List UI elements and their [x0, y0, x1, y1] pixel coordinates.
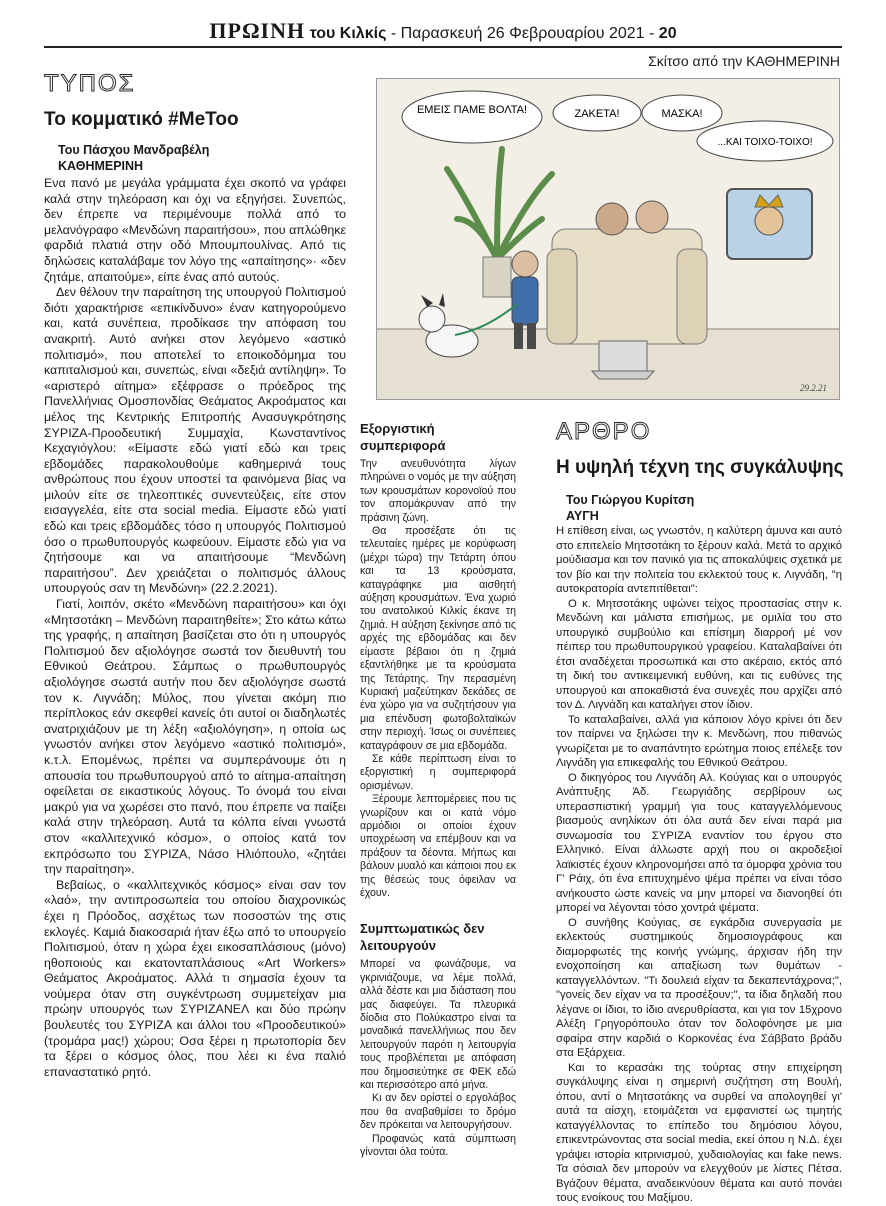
newspaper-edition: του Κιλκίς [309, 25, 387, 42]
middle-column [360, 420, 516, 1180]
laptop-icon [592, 341, 654, 379]
page-header [44, 18, 842, 44]
middle-article-body [360, 458, 516, 900]
speech-bubble-2 [553, 95, 641, 131]
right-byline-author: Του Γιώργου Κυρίτση [566, 493, 695, 507]
article-paragraph: Ο κ. Μητσοτάκης υψώνει τείχος προστασίας στην κ. Μενδώνη και μάλιστα επισήμως, με ομιλία του στο υπουργικό συμβούλιο και επίσημη διαρροή μέ νον πέιπερ του πρωθυπουργικού γραφείου. Καταλαβαίνει ότι έτσι αναδέχεται προσωπικά και στο ακέραιο, εκτός από τη δική του αντικειμενική ευθύνη, και τις ευθύνες της υπουργού και αποκαθιστά ένα συνεχές που αρχίζει από τον Δ. Λιγνάδη και καταλήγει στον ίδιον. [556, 597, 842, 711]
bubble-text-1: ΕΜΕΙΣ ΠΑΜΕ ΒΟΛΤΑ! [416, 104, 528, 116]
issue-date: - Παρασκευή 26 Φεβρουαρίου 2021 - [390, 25, 655, 42]
article-paragraph: Το καταλαβαίνει, αλλά για κάποιον λόγο κρίνει ότι δεν τον παίρνει να ξηλώσει την κ. Μενδώνη, που πιθανώς γνωρίζεται με το αναπάντητο ερώτημα ποιος επέλεξε τον Λιγνάδη για επικεφαλής του Εθνικού Θεάτρου. [556, 713, 842, 769]
speech-bubble-3 [642, 95, 722, 131]
speech-bubble-1 [402, 91, 542, 143]
left-headline: Το κομματικό #MeToo [44, 109, 239, 130]
article-paragraph: Ο δικηγόρος του Λιγνάδη Αλ. Κούγιας και ο υπουργός Ανάπτυξης Άδ. Γεωργιάδης σερβίρουν ως υπερασπιστική γραμμή για τους καταγγελλόμενους βιασμούς ανηλίκων ότι όλα αυτά δεν είναι παρά μια συνωμοσία του ΣΥΡΙΖΑ εναντίον του έργου στο Ελληνικό. Είναι άλλωστε αρχή που οι ακροδεξιοί λαϊκιστές έχουν κληρονομήσει από τα όμορφα χρόνια του Γ' Ράιχ, ότι ένα επιτυχημένο ψέμα πρέπει να είναι τόσο ανήκουστο ώστε κανείς να μην μπορεί να διανοηθεί ότι μπορεί να λέγονται τόσο χοντρά ψέματα. [556, 771, 842, 914]
article-paragraph: Και το κερασάκι της τούρτας στην επιχείρηση συγκάλυψης είναι η σημερινή συζήτηση στη Βουλή, όπου, αντί ο Μητσοτάκης να συρθεί να απολογηθεί γι' αυτά τα αίσχη, ετοιμάζεται να εμφανιστεί ως τιμητής καταγγέλλοντας το επίπεδο του δημόσιου λόγου, επικεντρώνοντας στα social media, εκεί όπου η Ν.Δ. έχει γράψει ιστορία κιτρινισμού, χυδαιολογίας και fake news. Τα σόσιαλ δεν μπορούν να ελεγχθούν με λίστες Πέτσα. Βγάζουν θέματα, αναδεικνύουν θέματα και αυτό πονάει τους ενοίκους του Μαξίμου. [556, 1061, 842, 1204]
article-paragraph: Προφανώς κατά σύμπτωση γίνονται όλα τούτα. [360, 1132, 516, 1159]
article-paragraph: Ξέρουμε λεπτομέρειες που τις γνωρίζουν και οι κατά νόμο αρμόδιοι οι οποίοι έχουν υποχρέωση να επέμβουν και να πράξουν τα δέοντα. Μήπως και βάλουν μυαλό και κάποιοι που εκ της θέσεώς τους όφειλαν να έχουν. [360, 793, 516, 899]
bubble-text-3: ΜΑΣΚΑ! [661, 108, 703, 120]
right-byline-source: ΑΥΓΗ [566, 509, 599, 523]
right-article-body [556, 524, 842, 1204]
header-rule [44, 46, 842, 48]
right-headline: Η υψηλή τέχνη της συγκάλυψης [556, 457, 844, 478]
cartoon-credit: Σκίτσο από την ΚΑΘΗΜΕΡΙΝΗ [648, 53, 840, 69]
article-paragraph: Βεβαίως, ο «καλλιτεχνικός κόσμος» είναι σαν τον «λαό», την αντιπροσωπεία του οποίου διαχρονικώς έχει η Πρόοδος, ασχέτως των ποσοστών της στις εκλογές. Καμιά διακοσαριά ήταν έξω από το υπουργείο Πολιτισμού, όταν η χώρα έχει εικοσαπλάσιους (μόνο) ηθοποιούς και εκατονταπλάσιους «Art Workers» Θεάματος Ακροάματος. Αλλά τι σημασία έχουν τα νούμερα όταν στη συγκέντρωση συμμετείχαν μια πρώην υπουργός των ΣΥΡΙΖΑΝΕΛ και δύο πρώην βουλευτές του ΣΥΡΙΖΑ και άλλοι του «Προοδευτικού» (τρομάρα μας!) χώρου; Οσα ξέρει η πρωτοπορία δεν τα ξέρει ο κόσμος όλος, που λέει κι ένα παλιό επαναστατικό ρητό. [44, 877, 346, 1079]
article-paragraph: Ο συνήθης Κούγιας, σε εγκάρδια συνεργασία με εκλεκτούς συστημικούς δημοσιογράφους και διαμορφωτές της κοινής γνώμης, άρχισαν ήδη την ενοχοποίηση και απαξίωση των θυμάτων - καταγγελλόντων. "Τι δουλειά είχαν τα δεκαπεντάχρονα;", "γονείς δεν είχαν να τα προσέξουν;", τα ίδια δηλαδή που λέγανε οι ίδιοι, το ίδιο ανερυθρίαστα, και για τον 15χρονο Αλέξη Γρηγορόπουλο όταν τον δολοφόνησε με μια σφαίρα στην καρδιά ο Κορκονέας ένα Σάββατο βράδυ στα Εξάρχεια. [556, 916, 842, 1059]
middle-subhead: Συμπτωματικώς δεν λειτουργούν [360, 921, 485, 954]
article-paragraph: Η επίθεση είναι, ως γνωστόν, η καλύτερη άμυνα και αυτό στο επιτελείο Μητσοτάκη το ξέρουν καλά. Μετά το αρχικό μούδιασμα και τον πανικό για τις αποκαλύψεις σχετικά με τον βίο και την πολιτεία του εκλεκτού τους κ. Λιγνάδη, "η αυτοκρατορία αντεπιτίθεται": [556, 525, 842, 595]
cartoon-drawing [377, 79, 839, 399]
section-label-typos: ΤΥΠΟΣ [44, 70, 136, 97]
left-article-body [44, 176, 346, 1156]
article-paragraph: Θα προσέξατε ότι τις τελευταίες ημέρες με κορύφωση (μέχρι τώρα) την Τετάρτη όπου και τα 13 κρούσματα, καταγράφηκε μια αισθητή αύξηση κρουσμάτων. Ένα χωριό του ανατολικού Κιλκίς έκανε τη ζημιά. Η αύξηση ξεκίνησε από τις αρχές της εβδομάδας και δεν είμαστε βέβαιοι ότι η ζημιά εξαντλήθηκε με τα κρούσματα της Τετάρτης. Την περασμένη Κυριακή μαζεύτηκαν δεκάδες σε ένα χώρο για να συζητήσουν για μια επένδυση φωτοβολταϊκών στην περιοχή. Ίσως οι συνέπειες καταγράφουν σε μια εβδομάδα. [360, 525, 516, 752]
section-label-arthro: ΑΡΘΡΟ [556, 418, 652, 445]
speech-bubble-4 [697, 121, 833, 161]
newspaper-logo: ΠΡΩΙΝΗ [209, 18, 306, 43]
sofa-icon [547, 229, 707, 344]
left-byline-author: Του Πάσχου Μανδραβέλη [58, 143, 210, 157]
cartoon-illustration [376, 78, 840, 400]
bubble-text-2: ΖΑΚΕΤΑ! [574, 108, 620, 120]
cartoon-signature: 29.2.21 [800, 383, 827, 393]
middle-subhead: Εξοργιστική συμπεριφορά [360, 421, 446, 453]
article-paragraph: Σε κάθε περίπτωση είναι το εξοργιστική η συμπεριφορά ορισμένων. [360, 752, 516, 792]
article-paragraph: Γιατί, λοιπόν, σκέτο «Μενδώνη παραιτήσου» και όχι «Μητσοτάκη – Μενδώνη παραιτηθείτε»; Στο κάτω κάτω της γραφής, η απαίτηση βασίζεται στο ότι η υπουργός Πολιτισμού δεν αξιολόγησε σωστά τον διευθυντή του Εθνικού Θεάτρου. Σάμπως ο πρωθυπουργός αξιολόγησε σωστά αυτήν που δεν αξιολόγησε σωστά τον κ. Λιγνάδη; Μύλος, που γίνεται ακόμη πιο περίπλοκος εάν σκεφθεί κανείς ότι αυτοί οι διαδηλωτές ανατριχιάζουν με τη λέξη «αξιολόγηση», η οποία ως γνωστόν ανήκει στον λεγόμενο «αστικό πολιτισμό», κ.τ.λ. Επομένως, πρέπει να συμπεράνουμε ότι η απουσία του πρωθυπουργού από το αίτημα-απαίτηση οφείλεται σε εικαστικούς λόγους. Το όνομά του είναι μακρύ για να χωρέσει στο πανό, που έπρεπε να παίξει καλά στην τηλεόραση. Αυτά τα κόλπα είναι γνωστά στον «καλλιτεχνικό κόσμο», ο οποίος κατά τον εκπρόσωπο του ΣΥΡΙΖΑ, Νάσο Ηλιόπουλο, «ζητάει την παραίτηση». [44, 597, 346, 877]
article-paragraph: Την ανευθυνότητα λίγων πληρώνει ο νομός με την αύξηση των κρουσμάτων κορονοϊού που τον απομάκρυναν από την πράσινη ζώνη. [360, 458, 516, 524]
article-paragraph: Μπορεί να φωνάζουμε, να γκρινιάζουμε, να λέμε πολλά, αλλά δέστε και μια διάσταση που μας διαφεύγει. Τα πλευρικά δίοδια στο Πολύκαστρο είναι τα μοναδικά πανελλήνιως που δεν λειτουργούν παρότι η λειτουργία τους προβλέπεται με απόφαση που δημοσιεύτηκε σε ΦΕΚ εδώ και περισσότερο από μήνα. [360, 958, 516, 1092]
article-paragraph: Ενα πανό με μεγάλα γράμματα έχει σκοπό να γράφει καλά στην τηλεόραση και όχι να εξηγήσει. Συνεπώς, δεν έπρεπε να περιμένουμε πολλά από το μελανόγραφο «Μενδώνη παραιτήσου», που απλώθηκε φαρδιά πλατιά στην οδό Μπουμπουλίνας. Από τις δηλώσεις καταλάβαμε τον λόγο της «απαίτησης»· «δεν ζητάμε, απαιτούμε», είπε ένας από αυτούς. [44, 176, 346, 284]
television-icon [727, 189, 812, 259]
left-byline-source: ΚΑΘΗΜΕΡΙΝΗ [58, 159, 144, 173]
article-paragraph: Δεν θέλουν την παραίτηση της υπουργού Πολιτισμού διότι χαρακτήρισε «επικίνδυνο» έναν κατηγορούμενο και, κατά συνέπεια, προδίκασε την απόφαση του ανακριτή. Αυτό ανήκει στον λεγόμενο «αστικό πολιτισμό», που αποτελεί το εποικοδόμημα του καπιταλισμού και, συνεπώς, είναι «δεξιά αντίληψη». Το «αριστερό αίτημα» εξέφρασε ο πρόεδρος της Πανελλήνιας Ομοσπονδίας Θεάματος Ακροάματος και μέλος της Κεντρικής Επιτροπής Ανασυγκρότησης ΣΥΡΙΖΑ-Προοδευτική Συμμαχία, Κωνσταντίνος Κεχαγιόγλου: «Είμαστε εδώ γιατί εδώ και τρεις εβδομάδες παρακολουθούμε καθημερινά τους ανθρώπους που έχουν υποστεί τα φαινόμενα βίας να μιλούν είτε σε τηλεοπτικές συνεντεύξεις, είτε στον εισαγγελέα, είτε στα social media. Είμαστε εδώ γιατί εδώ και τρεις εβδομάδες τόσο η υπουργός Πολιτισμού όσο ο πρωθυπουργός κωφεύουν. Είμαστε εδώ για να ζητήσουμε και να απαιτήσουμε “Μενδώνη παραιτήσου”. Δεν χρειάζεται ο πολιτισμός άλλους υπουργούς σαν τη Μενδώνη» (22.2.2021). [44, 285, 346, 596]
article-paragraph: Κι αν δεν ορίστεί ο εργολάβος που θα αναβαθμίσει το δρόμο δεν πρόκειται να λειτουργήσουν. [360, 1092, 516, 1132]
page-number: 20 [658, 25, 677, 42]
bubble-text-4: ...ΚΑΙ ΤΟΙΧΟ-ΤΟΙΧΟ! [717, 137, 813, 148]
middle-article-body [360, 958, 516, 1159]
